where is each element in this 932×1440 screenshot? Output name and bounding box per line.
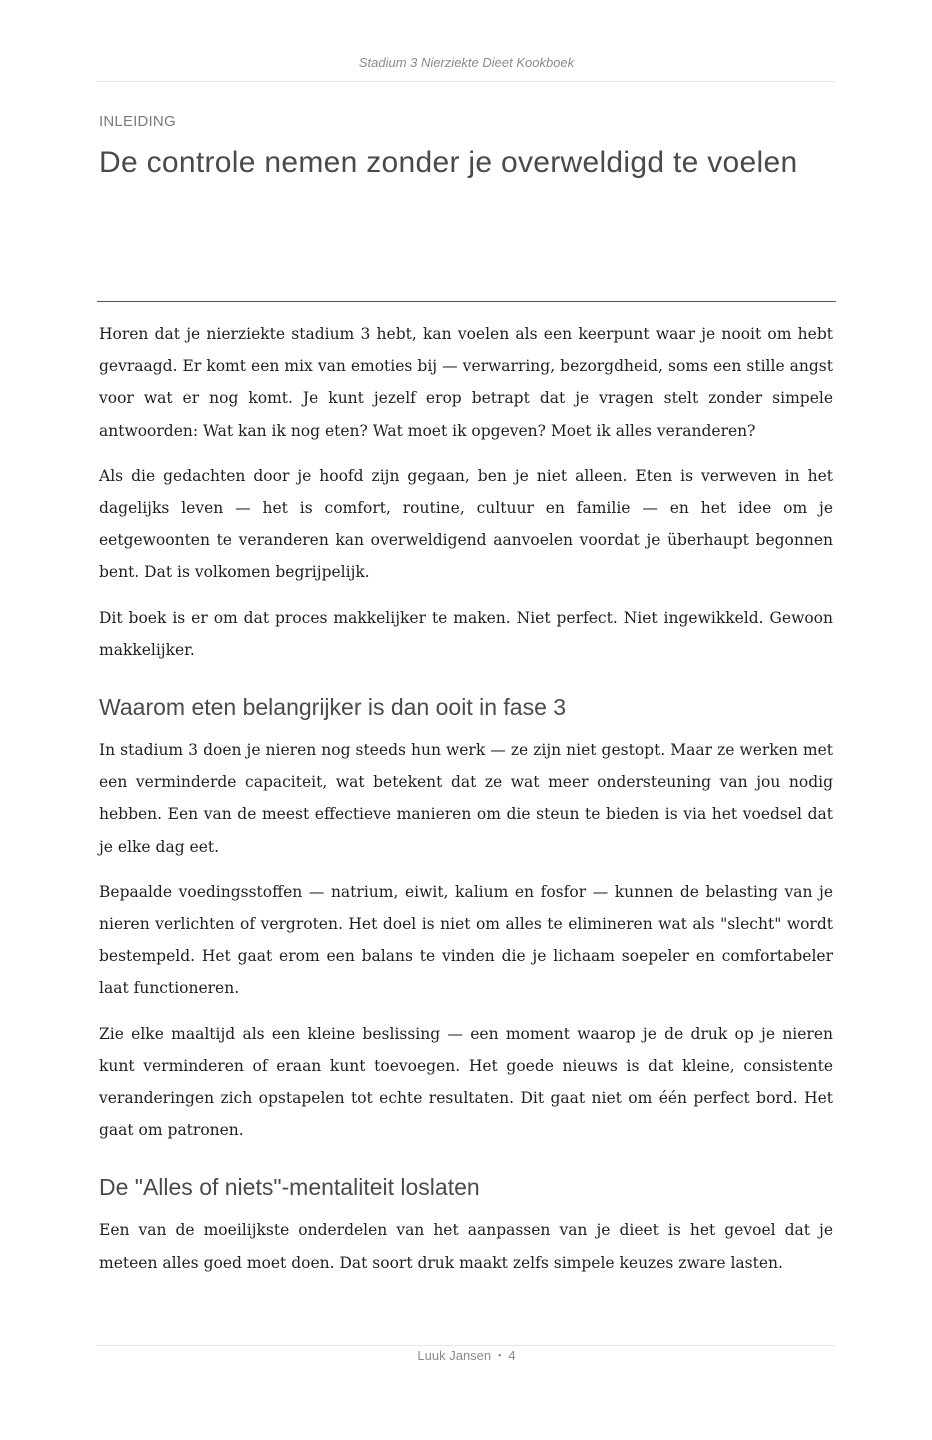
- paragraph: Als die gedachten door je hoofd zijn gegaan, ben je niet alleen. Eten is verweven in het dagelijks leven — het is comfort, routine, cultuur en familie — en het idee om je eetgewoonten te veranderen kan overweldigend aanvoelen voordat je überhaupt begonnen bent. Dat is volkomen begrijpelijk.: [99, 466, 833, 582]
- paragraph: Zie elke maaltijd als een kleine beslissing — een moment waarop je de druk op je nieren kunt verminderen of eraan kunt toevoegen. Het goede nieuws is dat kleine, consistente veranderingen zich opstapelen tot echte resultaten. Dit gaat niet om één perfect bord. Het gaat om patronen.: [99, 1024, 833, 1140]
- page-number: 4: [508, 1348, 516, 1363]
- paragraph: Bepaalde voedingsstoffen — natrium, eiwit, kalium en fosfor — kunnen de belasting van je nieren verlichten of vergroten. Het doel is niet om alles te elimineren wat als "slecht" wordt bestempeld. Het gaat erom een balans te vinden die je lichaam soepeler en comfortabeler laat functioneren.: [99, 882, 833, 998]
- paragraph: Een van de moeilijkste onderdelen van het aanpassen van je dieet is het gevoel dat je meteen alles goed moet doen. Dat soort druk maakt zelfs simpele keuzes zware lasten.: [99, 1221, 833, 1272]
- author-name: Luuk Jansen: [417, 1348, 492, 1363]
- header-divider: [97, 81, 836, 82]
- footer-separator: ▪: [498, 1350, 502, 1360]
- paragraph: Horen dat je nierziekte stadium 3 hebt, kan voelen als een keerpunt waar je nooit om hebt gevraagd. Er komt een mix van emoties bij — verwarring, bezorgdheid, soms een stille angst voor wat er nog komt. Je kunt jezelf erop betrapt dat je vragen stelt zonder simpele antwoorden: Wat kan ik nog eten? Wat moet ik opgeven? Moet ik alles veranderen?: [99, 325, 833, 440]
- paragraph: Dit boek is er om dat proces makkelijker te maken. Niet perfect. Niet ingewikkeld. Gewoon makkelijker.: [99, 608, 833, 659]
- title-divider: [97, 301, 836, 302]
- paragraph: In stadium 3 doen je nieren nog steeds hun werk — ze zijn niet gestopt. Maar ze werken met een verminderde capaciteit, wat betekent dat ze wat meer ondersteuning van jou nodig hebben. Een van de meest effectieve manieren om die steun te bieden is via het voedsel dat je elke dag eet.: [99, 741, 833, 856]
- running-header: Stadium 3 Nierziekte Dieet Kookboek: [358, 55, 575, 70]
- section-heading: Waarom eten belangrijker is dan ooit in fase 3: [99, 694, 567, 721]
- chapter-title: De controle nemen zonder je overweldigd te voelen: [99, 146, 798, 179]
- chapter-body: [99, 318, 833, 1292]
- page-bottom-margin: [0, 1326, 932, 1344]
- running-footer: [97, 1348, 836, 1363]
- section-heading: De "Alles of niets"-mentaliteit loslaten: [99, 1174, 480, 1201]
- chapter-label: INLEIDING: [99, 113, 176, 130]
- footer-divider: [97, 1345, 836, 1346]
